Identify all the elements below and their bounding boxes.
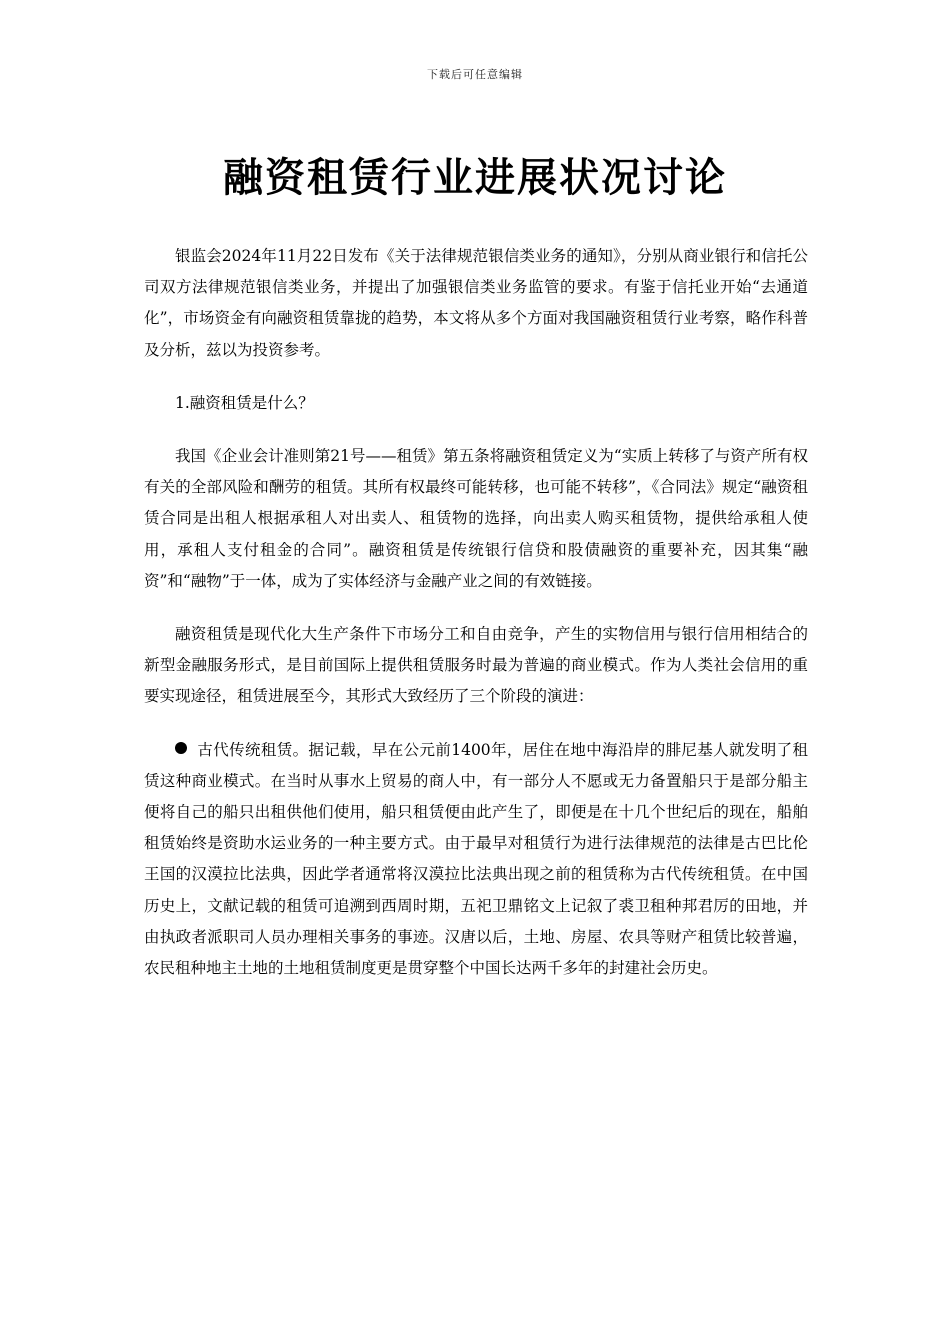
section-heading-1: 1.融资租赁是什么？	[175, 393, 314, 412]
page-header-note: 下载后可任意编辑	[427, 68, 523, 81]
paragraph-evolution: 融资租赁是现代化大生产条件下市场分工和自由竞争，产生的实物信用与银行信用相结合的新型金融服务形式，是目前国际上提供租赁服务时最为普遍的商业模式。作为人类社会信用的重要实现途径，租赁进展至今，其形式大致经历了三个阶段的演进：	[144, 625, 808, 706]
bullet-item-ancient-leasing	[144, 735, 808, 985]
paragraph-definition: 我国《企业会计准则第21号——租赁》第五条将融资租赁定义为“实质上转移了与资产所有权有关的全部风险和酬劳的租赁。其所有权最终可能转移，也可能不转移”，《合同法》规定“融资租赁合同是出租人根据承租人对出卖人、租赁物的选择，向出卖人购买租赁物，提供给承租人使用，承租人支付租金的合同”。融资租赁是传统银行信贷和股债融资的重要补充，因其集“融资”和“融物”于一体，成为了实体经济与金融产业之间的有效链接。	[144, 447, 808, 590]
document-title: 融资租赁行业进展状况讨论	[223, 155, 727, 201]
bullet-icon	[175, 742, 187, 754]
paragraph-intro: 银监会2024年11月22日发布《关于法律规范银信类业务的通知》，分别从商业银行和信托公司双方法律规范银信类业务，并提出了加强银信类业务监管的要求。有鉴于信托业开始“去通道化”，市场资金有向融资租赁靠拢的趋势，本文将从多个方面对我国融资租赁行业考察，略作科普及分析，兹以为投资参考。	[144, 247, 808, 359]
document-body	[144, 241, 808, 984]
bullet-item-text: 古代传统租赁。据记载，早在公元前1400年，居住在地中海沿岸的腓尼基人就发明了租赁这种商业模式。在当时从事水上贸易的商人中，有一部分人不愿或无力备置船只于是部分船主便将自己的船只出租供他们使用，船只租赁便由此产生了，即便是在十几个世纪后的现在，船舶租赁始终是资助水运业务的一种主要方式。由于最早对租赁行为进行法律规范的法律是古巴比伦王国的汉漠拉比法典，因此学者通常将汉漠拉比法典出现之前的租赁称为古代传统租赁。在中国历史上，文献记载的租赁可追溯到西周时期，五祀卫鼎铭文上记叙了裘卫租种邦君厉的田地，并由执政者派职司人员办理相关事务的事迹。汉唐以后，土地、房屋、农具等财产租赁比较普遍，农民租种地主土地的土地租赁制度更是贯穿整个中国长达两千多年的封建社会历史。	[144, 740, 808, 978]
